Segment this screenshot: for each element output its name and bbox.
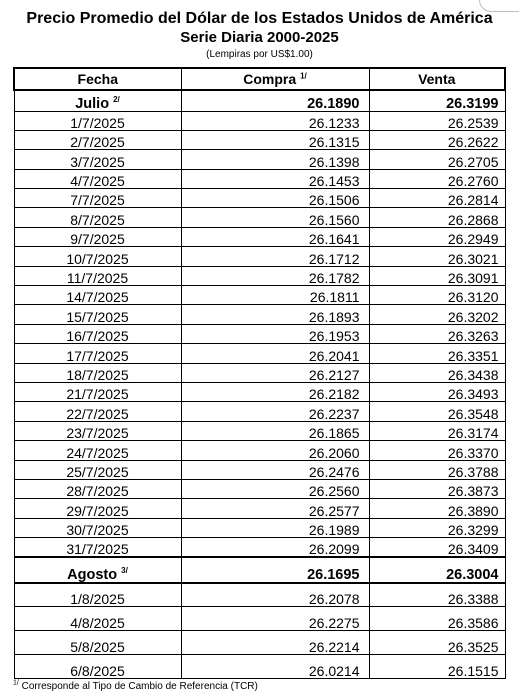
venta-cell: 26.3021 xyxy=(369,247,505,266)
footnote xyxy=(13,681,258,692)
fecha-cell: 17/7/2025 xyxy=(14,344,181,363)
compra-cell: 26.1989 xyxy=(181,518,369,537)
compra-cell: 26.2560 xyxy=(181,479,369,498)
compra-cell: 26.1811 xyxy=(181,286,369,305)
venta-cell: 26.3438 xyxy=(369,363,505,382)
fecha-cell: 29/7/2025 xyxy=(14,499,181,518)
fecha-cell: 7/7/2025 xyxy=(14,189,181,208)
month-venta-cell: 26.3004 xyxy=(369,557,505,583)
venta-cell: 26.3493 xyxy=(369,382,505,401)
col-header-fecha: Fecha xyxy=(14,68,181,90)
compra-cell: 26.2237 xyxy=(181,402,369,421)
compra-cell: 26.2182 xyxy=(181,382,369,401)
table-row xyxy=(14,169,505,188)
month-summary-row xyxy=(14,557,505,583)
month-note: 2/ xyxy=(113,94,120,104)
venta-cell: 26.3525 xyxy=(369,631,505,655)
compra-cell: 26.2099 xyxy=(181,538,369,557)
venta-cell: 26.2868 xyxy=(369,208,505,227)
fecha-cell: 5/8/2025 xyxy=(14,631,181,655)
table-row xyxy=(14,631,505,655)
table-row xyxy=(14,130,505,149)
fecha-cell: 24/7/2025 xyxy=(14,441,181,460)
fecha-cell: 25/7/2025 xyxy=(14,460,181,479)
units-label: (Lempiras por US$1.00) xyxy=(206,49,313,60)
month-label: Agosto xyxy=(67,566,118,583)
table-row xyxy=(14,344,505,363)
fecha-cell: 9/7/2025 xyxy=(14,227,181,246)
compra-cell: 26.1315 xyxy=(181,130,369,149)
compra-cell: 26.1560 xyxy=(181,208,369,227)
fecha-cell: 10/7/2025 xyxy=(14,247,181,266)
table-row xyxy=(14,363,505,382)
venta-cell: 26.3788 xyxy=(369,460,505,479)
fecha-cell: 28/7/2025 xyxy=(14,479,181,498)
page-subtitle: Serie Diaria 2000-2025 xyxy=(180,29,339,46)
table-header-row xyxy=(14,68,505,90)
table-row xyxy=(14,655,505,679)
fecha-cell: 1/8/2025 xyxy=(14,583,181,607)
fecha-cell: 11/7/2025 xyxy=(14,266,181,285)
compra-cell: 26.1953 xyxy=(181,324,369,343)
venta-cell: 26.3548 xyxy=(369,402,505,421)
compra-cell: 26.1782 xyxy=(181,266,369,285)
table-row xyxy=(14,583,505,607)
col-header-compra-label: Compra xyxy=(243,71,297,87)
venta-cell: 26.3091 xyxy=(369,266,505,285)
month-summary-row xyxy=(14,90,505,111)
table-row xyxy=(14,150,505,169)
table-row xyxy=(14,421,505,440)
fecha-cell: 4/8/2025 xyxy=(14,607,181,631)
month-compra-cell: 26.1695 xyxy=(181,557,369,583)
table-row xyxy=(14,402,505,421)
table-row xyxy=(14,208,505,227)
table-row xyxy=(14,266,505,285)
col-header-venta: Venta xyxy=(369,68,505,90)
compra-cell: 26.2041 xyxy=(181,344,369,363)
compra-cell: 26.1506 xyxy=(181,189,369,208)
venta-cell: 26.3388 xyxy=(369,583,505,607)
table-row xyxy=(14,247,505,266)
compra-cell: 26.2476 xyxy=(181,460,369,479)
compra-cell: 26.2060 xyxy=(181,441,369,460)
venta-cell: 26.2814 xyxy=(369,189,505,208)
venta-cell: 26.2760 xyxy=(369,169,505,188)
fecha-cell: 2/7/2025 xyxy=(14,130,181,149)
fecha-cell: 18/7/2025 xyxy=(14,363,181,382)
table-row xyxy=(14,479,505,498)
fecha-cell: 6/8/2025 xyxy=(14,655,181,679)
fecha-cell: 31/7/2025 xyxy=(14,538,181,557)
venta-cell: 26.2705 xyxy=(369,150,505,169)
compra-cell: 26.2577 xyxy=(181,499,369,518)
fecha-cell: 8/7/2025 xyxy=(14,208,181,227)
compra-cell: 26.2078 xyxy=(181,583,369,607)
fecha-cell: 4/7/2025 xyxy=(14,169,181,188)
fecha-cell: 16/7/2025 xyxy=(14,324,181,343)
table-row xyxy=(14,227,505,246)
month-label-cell xyxy=(14,557,181,583)
fecha-cell: 21/7/2025 xyxy=(14,382,181,401)
compra-cell: 26.1865 xyxy=(181,421,369,440)
fecha-cell: 23/7/2025 xyxy=(14,421,181,440)
fecha-cell: 1/7/2025 xyxy=(14,111,181,130)
fecha-cell: 22/7/2025 xyxy=(14,402,181,421)
compra-cell: 26.1453 xyxy=(181,169,369,188)
venta-cell: 26.3202 xyxy=(369,305,505,324)
fecha-cell: 14/7/2025 xyxy=(14,286,181,305)
compra-cell: 26.2275 xyxy=(181,607,369,631)
compra-cell: 26.1398 xyxy=(181,150,369,169)
fecha-cell: 30/7/2025 xyxy=(14,518,181,537)
venta-cell: 26.3586 xyxy=(369,607,505,631)
venta-cell: 26.3409 xyxy=(369,538,505,557)
table-row xyxy=(14,538,505,557)
table-row xyxy=(14,111,505,130)
col-header-compra xyxy=(181,68,369,90)
venta-cell: 26.3120 xyxy=(369,286,505,305)
fecha-cell: 15/7/2025 xyxy=(14,305,181,324)
table-row xyxy=(14,441,505,460)
table-row xyxy=(14,286,505,305)
table-row xyxy=(14,305,505,324)
table-row xyxy=(14,382,505,401)
table-row xyxy=(14,607,505,631)
compra-cell: 26.0214 xyxy=(181,655,369,679)
venta-cell: 26.3263 xyxy=(369,324,505,343)
compra-cell: 26.1641 xyxy=(181,227,369,246)
venta-cell: 26.1515 xyxy=(369,655,505,679)
table-row xyxy=(14,499,505,518)
table-row xyxy=(14,460,505,479)
month-label-cell xyxy=(14,90,181,111)
fecha-cell: 3/7/2025 xyxy=(14,150,181,169)
venta-cell: 26.3299 xyxy=(369,518,505,537)
table-row xyxy=(14,189,505,208)
footnote-mark: 1/ xyxy=(13,679,19,687)
month-venta-cell: 26.3199 xyxy=(369,90,505,111)
page-title: Precio Promedio del Dólar de los Estados Unidos de América xyxy=(26,10,493,27)
compra-cell: 26.1233 xyxy=(181,111,369,130)
venta-cell: 26.3890 xyxy=(369,499,505,518)
venta-cell: 26.2539 xyxy=(369,111,505,130)
venta-cell: 26.2949 xyxy=(369,227,505,246)
month-label: Julio xyxy=(75,95,110,112)
col-header-compra-note: 1/ xyxy=(300,71,307,81)
venta-cell: 26.3370 xyxy=(369,441,505,460)
footnote-text: Corresponde al Tipo de Cambio de Referencia (TCR) xyxy=(21,681,258,692)
month-compra-cell: 26.1890 xyxy=(181,90,369,111)
table-row xyxy=(14,518,505,537)
compra-cell: 26.1712 xyxy=(181,247,369,266)
compra-cell: 26.1893 xyxy=(181,305,369,324)
month-note: 3/ xyxy=(121,566,128,576)
compra-cell: 26.2127 xyxy=(181,363,369,382)
table-row xyxy=(14,324,505,343)
table-body xyxy=(14,90,505,679)
exchange-rate-table xyxy=(13,67,506,679)
compra-cell: 26.2214 xyxy=(181,631,369,655)
venta-cell: 26.3351 xyxy=(369,344,505,363)
venta-cell: 26.2622 xyxy=(369,130,505,149)
venta-cell: 26.3174 xyxy=(369,421,505,440)
venta-cell: 26.3873 xyxy=(369,479,505,498)
